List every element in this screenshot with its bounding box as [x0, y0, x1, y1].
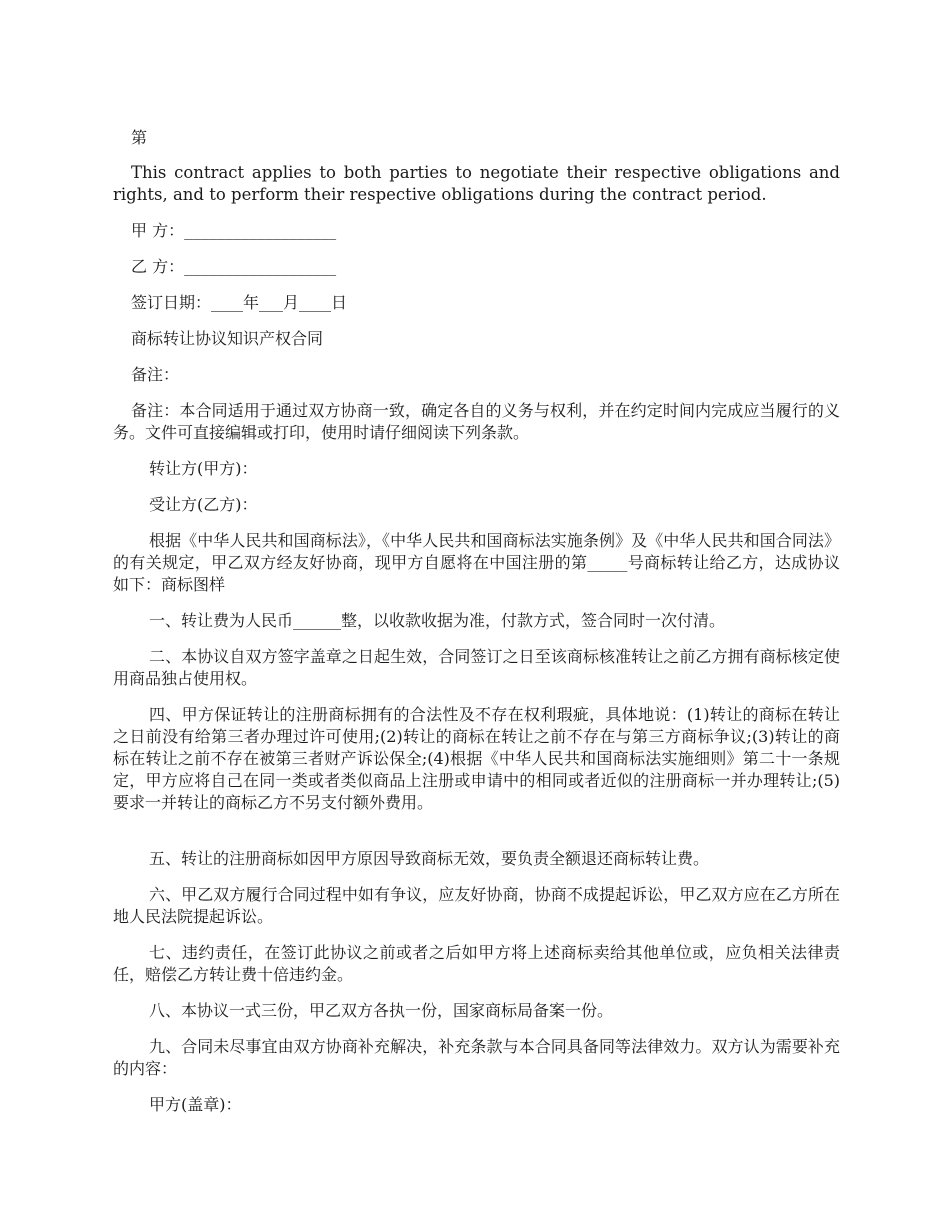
- clause-8: 八、本协议一式三份，甲乙双方各执一份，国家商标局备案一份。: [149, 1001, 614, 1020]
- clause-2: 二、本协议自双方签字盖章之日起生效，合同签订之日至该商标核准转让之前乙方拥有商标核定使用商品独占使用权。: [113, 647, 840, 688]
- transferee-label: 受让方(乙方)：: [149, 495, 258, 514]
- clause-7: 七、违约责任，在签订此协议之前或者之后如甲方将上述商标卖给其他单位或，应负相关法律责任，赔偿乙方转让费十倍违约金。: [113, 943, 840, 984]
- party-b-field: 乙 方：___________________: [131, 257, 337, 276]
- clause-1: 一、转让费为人民币______整，以收款收据为准，付款方式，签合同时一次付清。: [149, 611, 726, 630]
- document-heading: 第: [131, 128, 148, 147]
- party-a-field: 甲 方：___________________: [131, 221, 337, 240]
- transferor-label: 转让方(甲方)：: [149, 459, 258, 478]
- clause-4: 四、甲方保证转让的注册商标拥有的合法性及不存在权利瑕疵，具体地说：(1)转让的商标在转让之日前没有给第三者办理过许可使用;(2)转让的商标在转让之前不存在与第三方商标争议;(3)转让的商标在转让之前不存在被第三者财产诉讼保全;(4)根据《中华人民共和国商标法实施细则》第二十一条规定，甲方应将自己在同一类或者类似商品上注册或申请中的相同或者近似的注册商标一并办理转让;(5)要求一并转让的商标乙方不另支付额外费用。: [113, 705, 840, 812]
- clause-6: 六、甲乙双方履行合同过程中如有争议，应友好协商，协商不成提起诉讼，甲乙双方应在乙方所在地人民法院提起诉讼。: [113, 885, 840, 926]
- clause-9: 九、合同未尽事宜由双方协商补充解决，补充条款与本合同具备同等法律效力。双方认为需要补充的内容：: [113, 1037, 840, 1078]
- remark-label: 备注：: [131, 365, 180, 384]
- party-a-seal: 甲方(盖章)：: [149, 1095, 242, 1114]
- clause-5: 五、转让的注册商标如因甲方原因导致商标无效，要负责全额退还商标转让费。: [149, 849, 710, 868]
- english-intro: This contract applies to both parties to negotiate their respective obligations and rights, and to perform their respective obligations during the contract period.: [113, 163, 840, 204]
- preamble-paragraph: 根据《中华人民共和国商标法》，《中华人民共和国商标法实施条例》及《中华人民共和国合同法》的有关规定，甲乙双方经友好协商，现甲方自愿将在中国注册的第_____号商标转让给乙方，达成协议如下：商标图样: [113, 531, 840, 594]
- sign-date-field: 签订日期：____年___月____日: [131, 293, 348, 312]
- document-title: 商标转让协议知识产权合同: [131, 329, 324, 348]
- remark-text: 备注：本合同适用于通过双方协商一致，确定各自的义务与权利，并在约定时间内完成应当履行的义务。文件可直接编辑或打印，使用时请仔细阅读下列条款。: [113, 401, 840, 442]
